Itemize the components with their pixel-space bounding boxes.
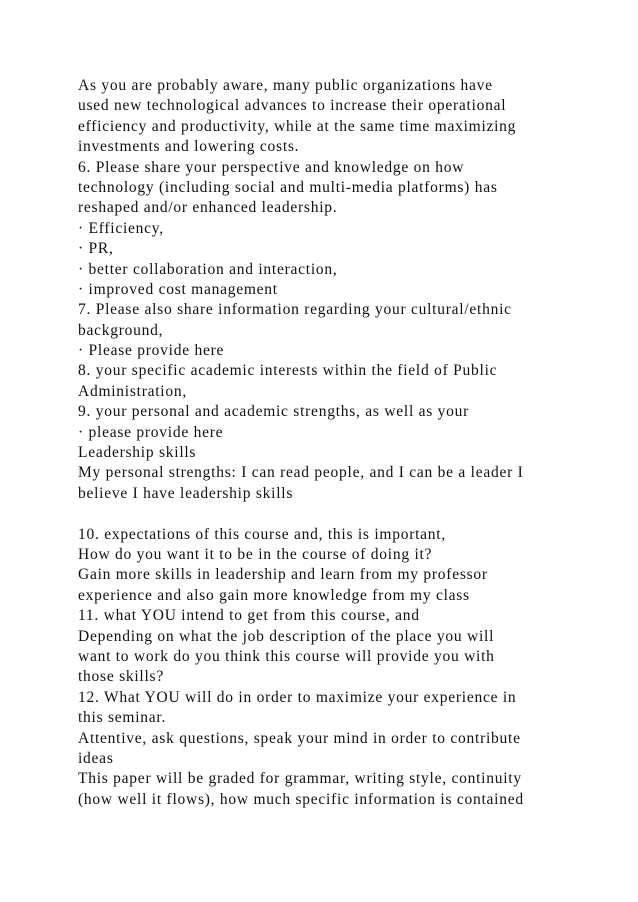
- text-line: reshaped and/or enhanced leadership.: [78, 199, 338, 217]
- text-line: technology (including social and multi-media platforms) has: [78, 178, 498, 196]
- question-10: 10. expectations of this course and, this is important,: [78, 525, 446, 543]
- bullet-item: · Efficiency,: [78, 219, 164, 237]
- text-line: investments and lowering costs.: [78, 138, 300, 156]
- text-line: those skills?: [78, 668, 164, 686]
- text-line: This paper will be graded for grammar, writing style, continuity: [78, 770, 522, 788]
- question-12: 12. What YOU will do in order to maximize your experience in: [78, 688, 517, 706]
- bullet-item: · improved cost management: [78, 280, 278, 298]
- answer-line: Attentive, ask questions, speak your mind in order to contribute: [78, 729, 521, 747]
- answer-line: believe I have leadership skills: [78, 484, 294, 502]
- question-9: 9. your personal and academic strengths, as well as your: [78, 403, 470, 421]
- bullet-item: · please provide here: [78, 423, 224, 441]
- answer-line: experience and also gain more knowledge from my class: [78, 586, 470, 604]
- answer-line: Leadership skills: [78, 444, 197, 462]
- question-6: 6. Please share your perspective and knowledge on how: [78, 158, 465, 176]
- answer-line: My personal strengths: I can read people, and I can be a leader I: [78, 464, 524, 482]
- text-line: efficiency and productivity, while at the same time maximizing: [78, 117, 517, 135]
- document-body: [78, 76, 568, 810]
- answer-line: ideas: [78, 749, 114, 767]
- text-line: Depending on what the job description of the place you will: [78, 627, 495, 645]
- text-line: How do you want it to be in the course of doing it?: [78, 545, 433, 563]
- blank-line: [78, 504, 568, 524]
- text-line: Administration,: [78, 382, 187, 400]
- text-line: want to work do you think this course will provide you with: [78, 647, 495, 665]
- text-line: used new technological advances to increase their operational: [78, 97, 507, 115]
- question-7: 7. Please also share information regarding your cultural/ethnic: [78, 301, 512, 319]
- text-line: background,: [78, 321, 164, 339]
- bullet-item: · PR,: [78, 240, 114, 258]
- text-line: As you are probably aware, many public organizations have: [78, 77, 493, 94]
- answer-line: Gain more skills in leadership and learn from my professor: [78, 566, 488, 584]
- bullet-item: · better collaboration and interaction,: [78, 260, 338, 278]
- text-line: (how well it flows), how much specific information is contained: [78, 790, 524, 808]
- question-8: 8. your specific academic interests within the field of Public: [78, 362, 498, 380]
- question-11: 11. what YOU intend to get from this course, and: [78, 607, 420, 625]
- bullet-item: · Please provide here: [78, 342, 225, 360]
- text-line: this seminar.: [78, 709, 167, 727]
